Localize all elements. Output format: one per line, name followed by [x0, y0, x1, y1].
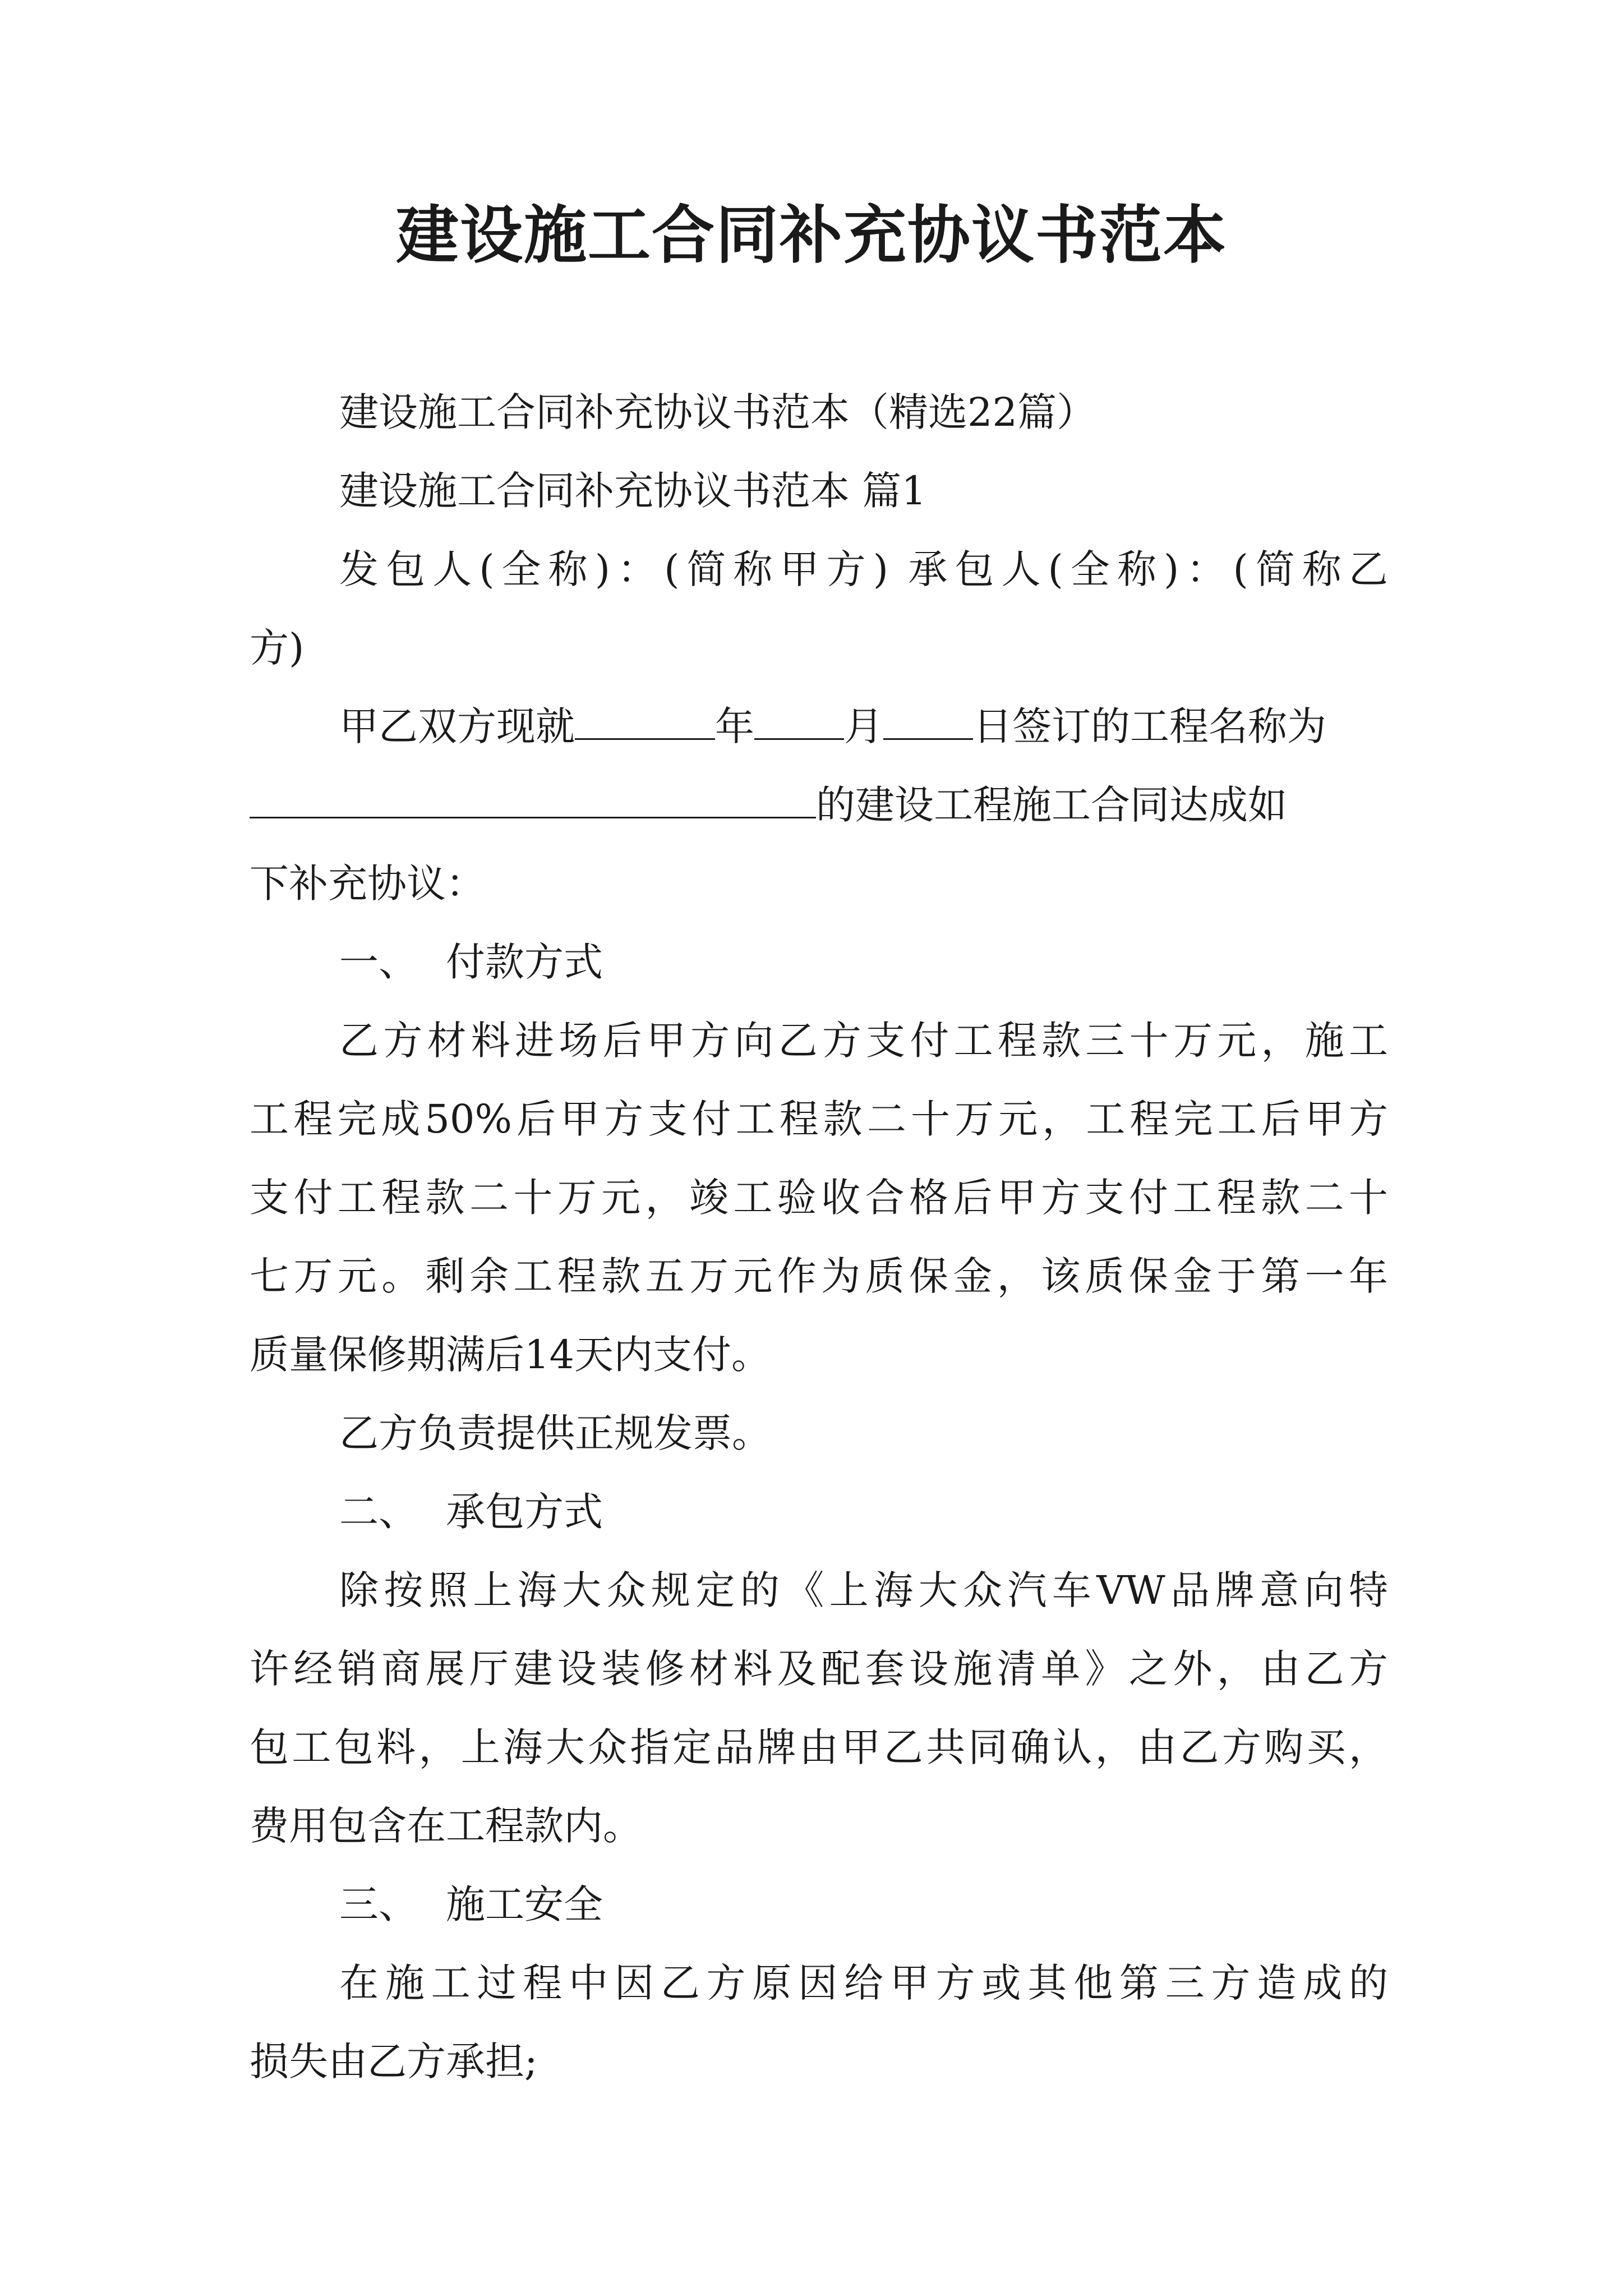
- section-2-title: 承包方式: [446, 1489, 603, 1535]
- month-blank: [754, 699, 844, 740]
- section-1-line: 工程完成50%后甲方支付工程款二十万元，工程完工后甲方: [250, 1096, 1388, 1142]
- section-1-heading: [339, 934, 1388, 990]
- year-blank: [575, 699, 715, 740]
- section-3-heading: [339, 1876, 1388, 1932]
- subtitle: 建设施工合同补充协议书范本（精选22篇）: [339, 389, 1096, 435]
- section-2-number: 二、: [339, 1489, 418, 1535]
- section-3-title: 施工安全: [446, 1881, 603, 1927]
- section-3-line: 在施工过程中因乙方原因给甲方或其他第三方造成的: [339, 1960, 1388, 2006]
- section-1-number: 一、: [339, 939, 418, 985]
- intro-text-start: 甲乙双方现就: [339, 703, 575, 749]
- section-2-line: 除按照上海大众规定的《上海大众汽车VW品牌意向特: [339, 1567, 1388, 1613]
- section-2-line: 包工包料，上海大众指定品牌由甲乙共同确认，由乙方购买，: [250, 1724, 1388, 1770]
- intro-year-label: 年: [715, 703, 754, 749]
- intro-line-1: [339, 698, 1388, 754]
- day-blank: [883, 699, 973, 740]
- section-1-title: 付款方式: [446, 939, 603, 985]
- intro-line-3: 下补充协议：: [250, 861, 485, 907]
- section-1-line: 乙方材料进场后甲方向乙方支付工程款三十万元，施工: [339, 1018, 1388, 1064]
- section-1-line: 支付工程款二十万元，竣工验收合格后甲方支付工程款二十: [250, 1175, 1388, 1221]
- intro-line-2-text: 的建设工程施工合同达成如: [816, 782, 1287, 828]
- parties-line-2: 方): [250, 625, 305, 671]
- article-title: 建设施工合同补充协议书范本 篇1: [339, 468, 926, 514]
- section-1-invoice: 乙方负责提供正规发票。: [339, 1410, 771, 1456]
- section-1-line: 七万元。剩余工程款五万元作为质保金，该质保金于第一年: [250, 1253, 1388, 1299]
- section-1-line: 质量保修期满后14天内支付。: [250, 1332, 771, 1378]
- section-2-heading: [339, 1484, 1388, 1540]
- document-title: 建设施工合同补充协议书范本: [396, 199, 1227, 272]
- intro-line-2: [250, 777, 1388, 833]
- section-3-line: 损失由乙方承担;: [250, 2039, 538, 2085]
- section-2-line: 费用包含在工程款内。: [250, 1803, 642, 1849]
- section-2-line: 许经销商展厅建设装修材料及配套设施清单》之外，由乙方: [250, 1646, 1388, 1692]
- intro-month-label: 月: [844, 703, 883, 749]
- parties-line-1: 发包人(全称)：(简称甲方) 承包人(全称)：(简称乙: [339, 546, 1388, 592]
- intro-day-rest: 日签订的工程名称为: [973, 703, 1326, 749]
- section-3-number: 三、: [339, 1881, 418, 1927]
- project-name-blank: [250, 777, 816, 818]
